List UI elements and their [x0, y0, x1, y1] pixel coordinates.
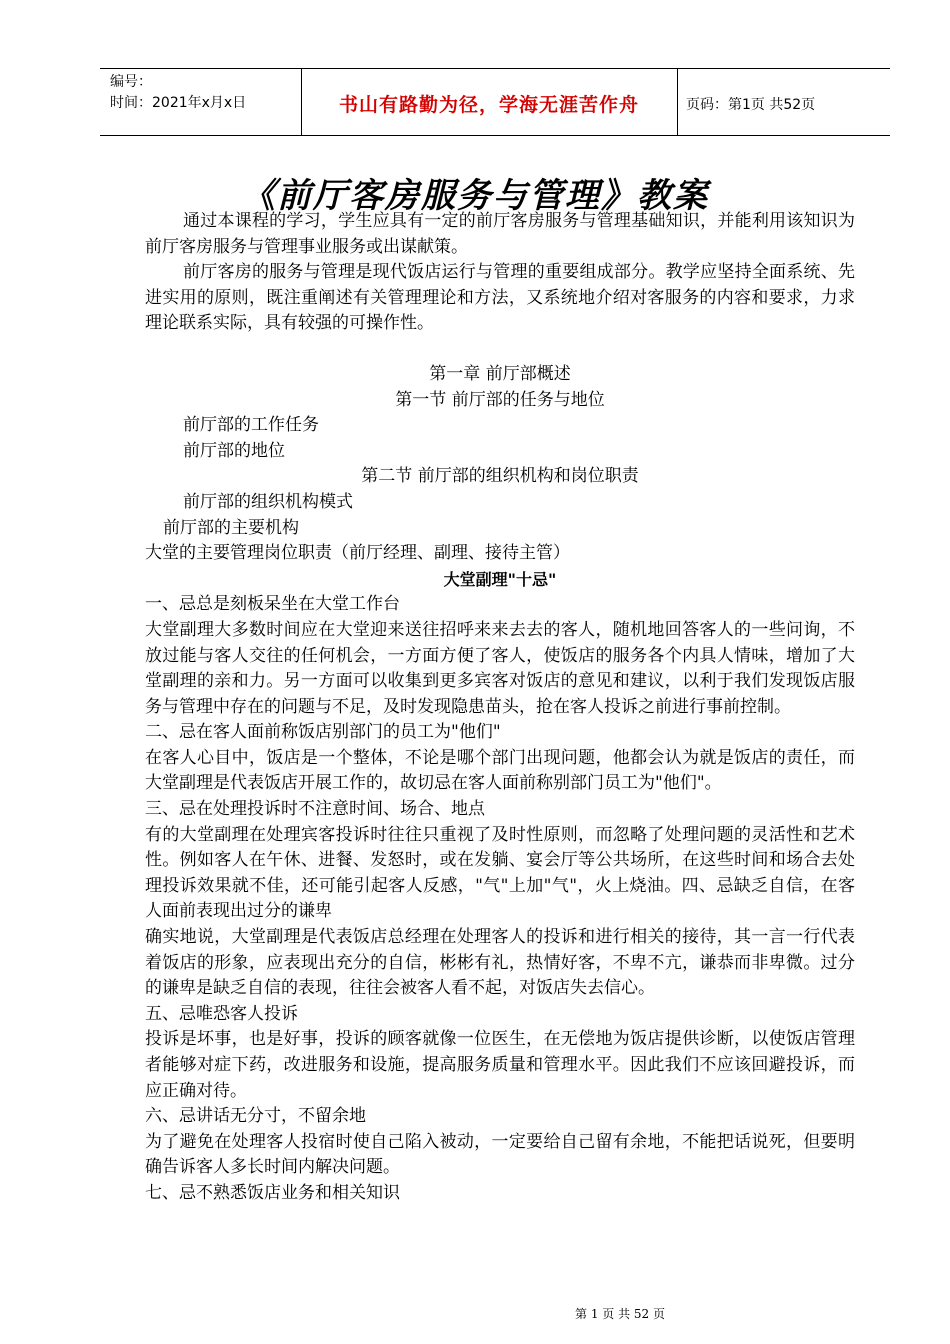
body-paragraph: 七、忌不熟悉饭店业务和相关知识	[145, 1182, 400, 1203]
footer-page-number: 第 1 页 共 52 页	[575, 1307, 665, 1321]
body-paragraph: 二、忌在客人面前称饭店别部门的员工为"他们"	[145, 722, 501, 743]
body-paragraph: 五、忌唯恐客人投诉	[145, 1003, 298, 1024]
body-paragraph: 三、忌在处理投诉时不注意时间、场合、地点	[145, 799, 485, 820]
body-paragraph: 大堂副理大多数时间应在大堂迎来送往招呼来来去去的客人，随机地回答客人的一些问询，不放过能与客人交往的任何机会，一方面方便了客人，使饭店的服务各个内具人情味，增加了大堂副理的亲和力。另一方面可以收集到更多宾客对饭店的意见和建议，以利于我们发现饭店服务与管理中存在的问题与不足，及时发现隐患苗头，抢在客人投诉之前进行事前控制。	[145, 619, 855, 717]
outline-item: 前厅部的组织机构模式	[183, 491, 353, 512]
chapter-heading: 第一章 前厅部概述	[429, 363, 571, 384]
section-heading: 第一节 前厅部的任务与地位	[395, 389, 605, 410]
body-paragraph: 有的大堂副理在处理宾客投诉时往往只重视了及时性原则，而忽略了处理问题的灵活性和艺术性。例如客人在午休、进餐、发怒时，或在发躺、宴会厅等公共场所，在这些时间和场合去处理投诉效果就不佳，还可能引起客人反感，"气"上加"气"，火上烧油。四、忌缺乏自信，在客人面前表现出过分的谦卑	[145, 824, 855, 922]
subsection-title: 大堂副理"十忌"	[443, 569, 557, 589]
body-paragraph: 六、忌讲话无分寸，不留余地	[145, 1106, 366, 1127]
body-paragraph: 为了避免在处理客人投宿时使自己陷入被动，一定要给自己留有余地，不能把话说死，但要明确告诉客人多长时间内解决问题。	[145, 1131, 855, 1178]
motto-text: 书山有路勤为径，学海无涯苦作舟	[338, 94, 639, 116]
document-header	[100, 68, 890, 136]
body-paragraph: 在客人心目中，饭店是一个整体，不论是哪个部门出现问题，他都会认为就是饭店的责任，而大堂副理是代表饭店开展工作的，故切忌在客人面前称别部门员工为"他们"。	[145, 747, 855, 794]
page-code: 页码：第1页 共52页	[686, 97, 816, 113]
outline-item: 大堂的主要管理岗位职责（前厅经理、副理、接待主管）	[145, 543, 570, 564]
header-page-cell	[678, 69, 890, 135]
body-paragraph: 一、忌总是刻板呆坐在大堂工作台	[145, 594, 400, 615]
body-paragraph: 投诉是坏事，也是好事，投诉的顾客就像一位医生，在无偿地为饭店提供诊断，以使饭店管理者能够对症下药，改进服务和设施，提高服务质量和管理水平。因此我们不应该回避投诉，而应正确对待。	[145, 1029, 855, 1101]
section-heading: 第二节 前厅部的组织机构和岗位职责	[361, 466, 639, 487]
outline-item: 前厅部的工作任务	[183, 415, 319, 436]
intro-paragraph: 前厅客房的服务与管理是现代饭店运行与管理的重要组成部分。教学应坚持全面系统、先进实用的原则，既注重阐述有关管理理论和方法，又系统地介绍对客服务的内容和要求，力求理论联系实际，具有较强的可操作性。	[145, 262, 855, 334]
intro-paragraph: 通过本课程的学习，学生应具有一定的前厅客房服务与管理基础知识，并能利用该知识为前厅客房服务与管理事业服务或出谋献策。	[145, 211, 855, 257]
date-label: 时间：2021年x月x日	[110, 95, 247, 111]
body-paragraph: 确实地说，大堂副理是代表饭店总经理在处理客人的投诉和进行相关的接待，其一言一行代表着饭店的形象，应表现出充分的自信，彬彬有礼，热情好客，不卑不亢，谦恭而非卑微。过分的谦卑是缺乏自信的表现，往往会被客人看不起，对饭店失去信心。	[145, 927, 855, 999]
header-motto-cell	[301, 69, 678, 135]
page-footer	[0, 1305, 950, 1322]
outline-item: 前厅部的地位	[183, 440, 285, 461]
serial-label: 编号：	[110, 74, 152, 90]
header-info-cell	[100, 69, 302, 135]
outline-item: 前厅部的主要机构	[163, 517, 299, 538]
document-title: 《前厅客房服务与管理》教案	[241, 176, 709, 216]
document-body	[145, 209, 855, 1207]
